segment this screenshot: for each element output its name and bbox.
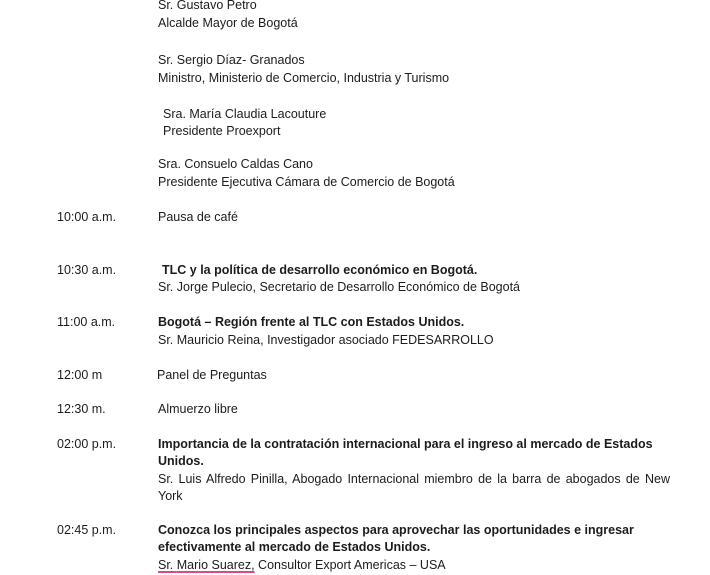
agenda-detail bbox=[158, 558, 446, 573]
speaker-role: Ministro, Ministerio de Comercio, Industria y Turismo bbox=[158, 71, 450, 85]
speaker-name: Sr. Sergio Díaz- Granados bbox=[158, 53, 305, 67]
agenda-time: 10:30 a.m. bbox=[57, 263, 117, 277]
speaker-name: Sra. Consuelo Caldas Cano bbox=[158, 157, 313, 171]
agenda-time: 12:30 m. bbox=[57, 402, 106, 416]
agenda-title: Almuerzo libre bbox=[158, 402, 238, 416]
agenda-time: 02:00 p.m. bbox=[57, 437, 117, 451]
agenda-title: Pausa de café bbox=[158, 210, 238, 224]
agenda-detail: Sr. Mauricio Reina, Investigador asociado FEDESARROLLO bbox=[158, 333, 494, 347]
speaker-affiliation: Consultor Export Americas – USA bbox=[254, 558, 446, 572]
speaker-name-underlined: Mario Suarez, bbox=[176, 558, 255, 572]
agenda-title: Conozca los principales aspectos para aprovechar las oportunidades e ingresar efectivamente al mercado de Estados Unidos. bbox=[158, 523, 634, 554]
agenda-title: Importancia de la contratación internacional para el ingreso al mercado de Estados Unidos. bbox=[158, 437, 653, 468]
agenda-time: 12:00 m bbox=[57, 368, 103, 382]
agenda-title: Panel de Preguntas bbox=[157, 368, 267, 382]
agenda-detail: Sr. Luis Alfredo Pinilla, Abogado Internacional miembro de la barra de abogados de New York bbox=[158, 472, 670, 503]
agenda-title: Bogotá – Región frente al TLC con Estados Unidos. bbox=[158, 315, 465, 329]
speaker-role: Presidente Ejecutiva Cámara de Comercio de Bogotá bbox=[158, 175, 455, 189]
agenda-time: 11:00 a.m. bbox=[57, 315, 116, 329]
agenda-title: TLC y la política de desarrollo económico en Bogotá. bbox=[162, 263, 478, 277]
speaker-role: Presidente Proexport bbox=[163, 124, 281, 138]
agenda-time: 10:00 a.m. bbox=[57, 210, 117, 224]
agenda-detail: Sr. Jorge Pulecio, Secretario de Desarrollo Económico de Bogotá bbox=[158, 280, 520, 294]
agenda-time: 02:45 p.m. bbox=[57, 523, 117, 537]
speaker-name: Sr. Gustavo Petro bbox=[158, 0, 257, 12]
speaker-name: Sra. María Claudia Lacouture bbox=[163, 107, 327, 121]
speaker-role: Alcalde Mayor de Bogotá bbox=[158, 16, 298, 30]
speaker-prefix: Sr. bbox=[158, 558, 177, 572]
